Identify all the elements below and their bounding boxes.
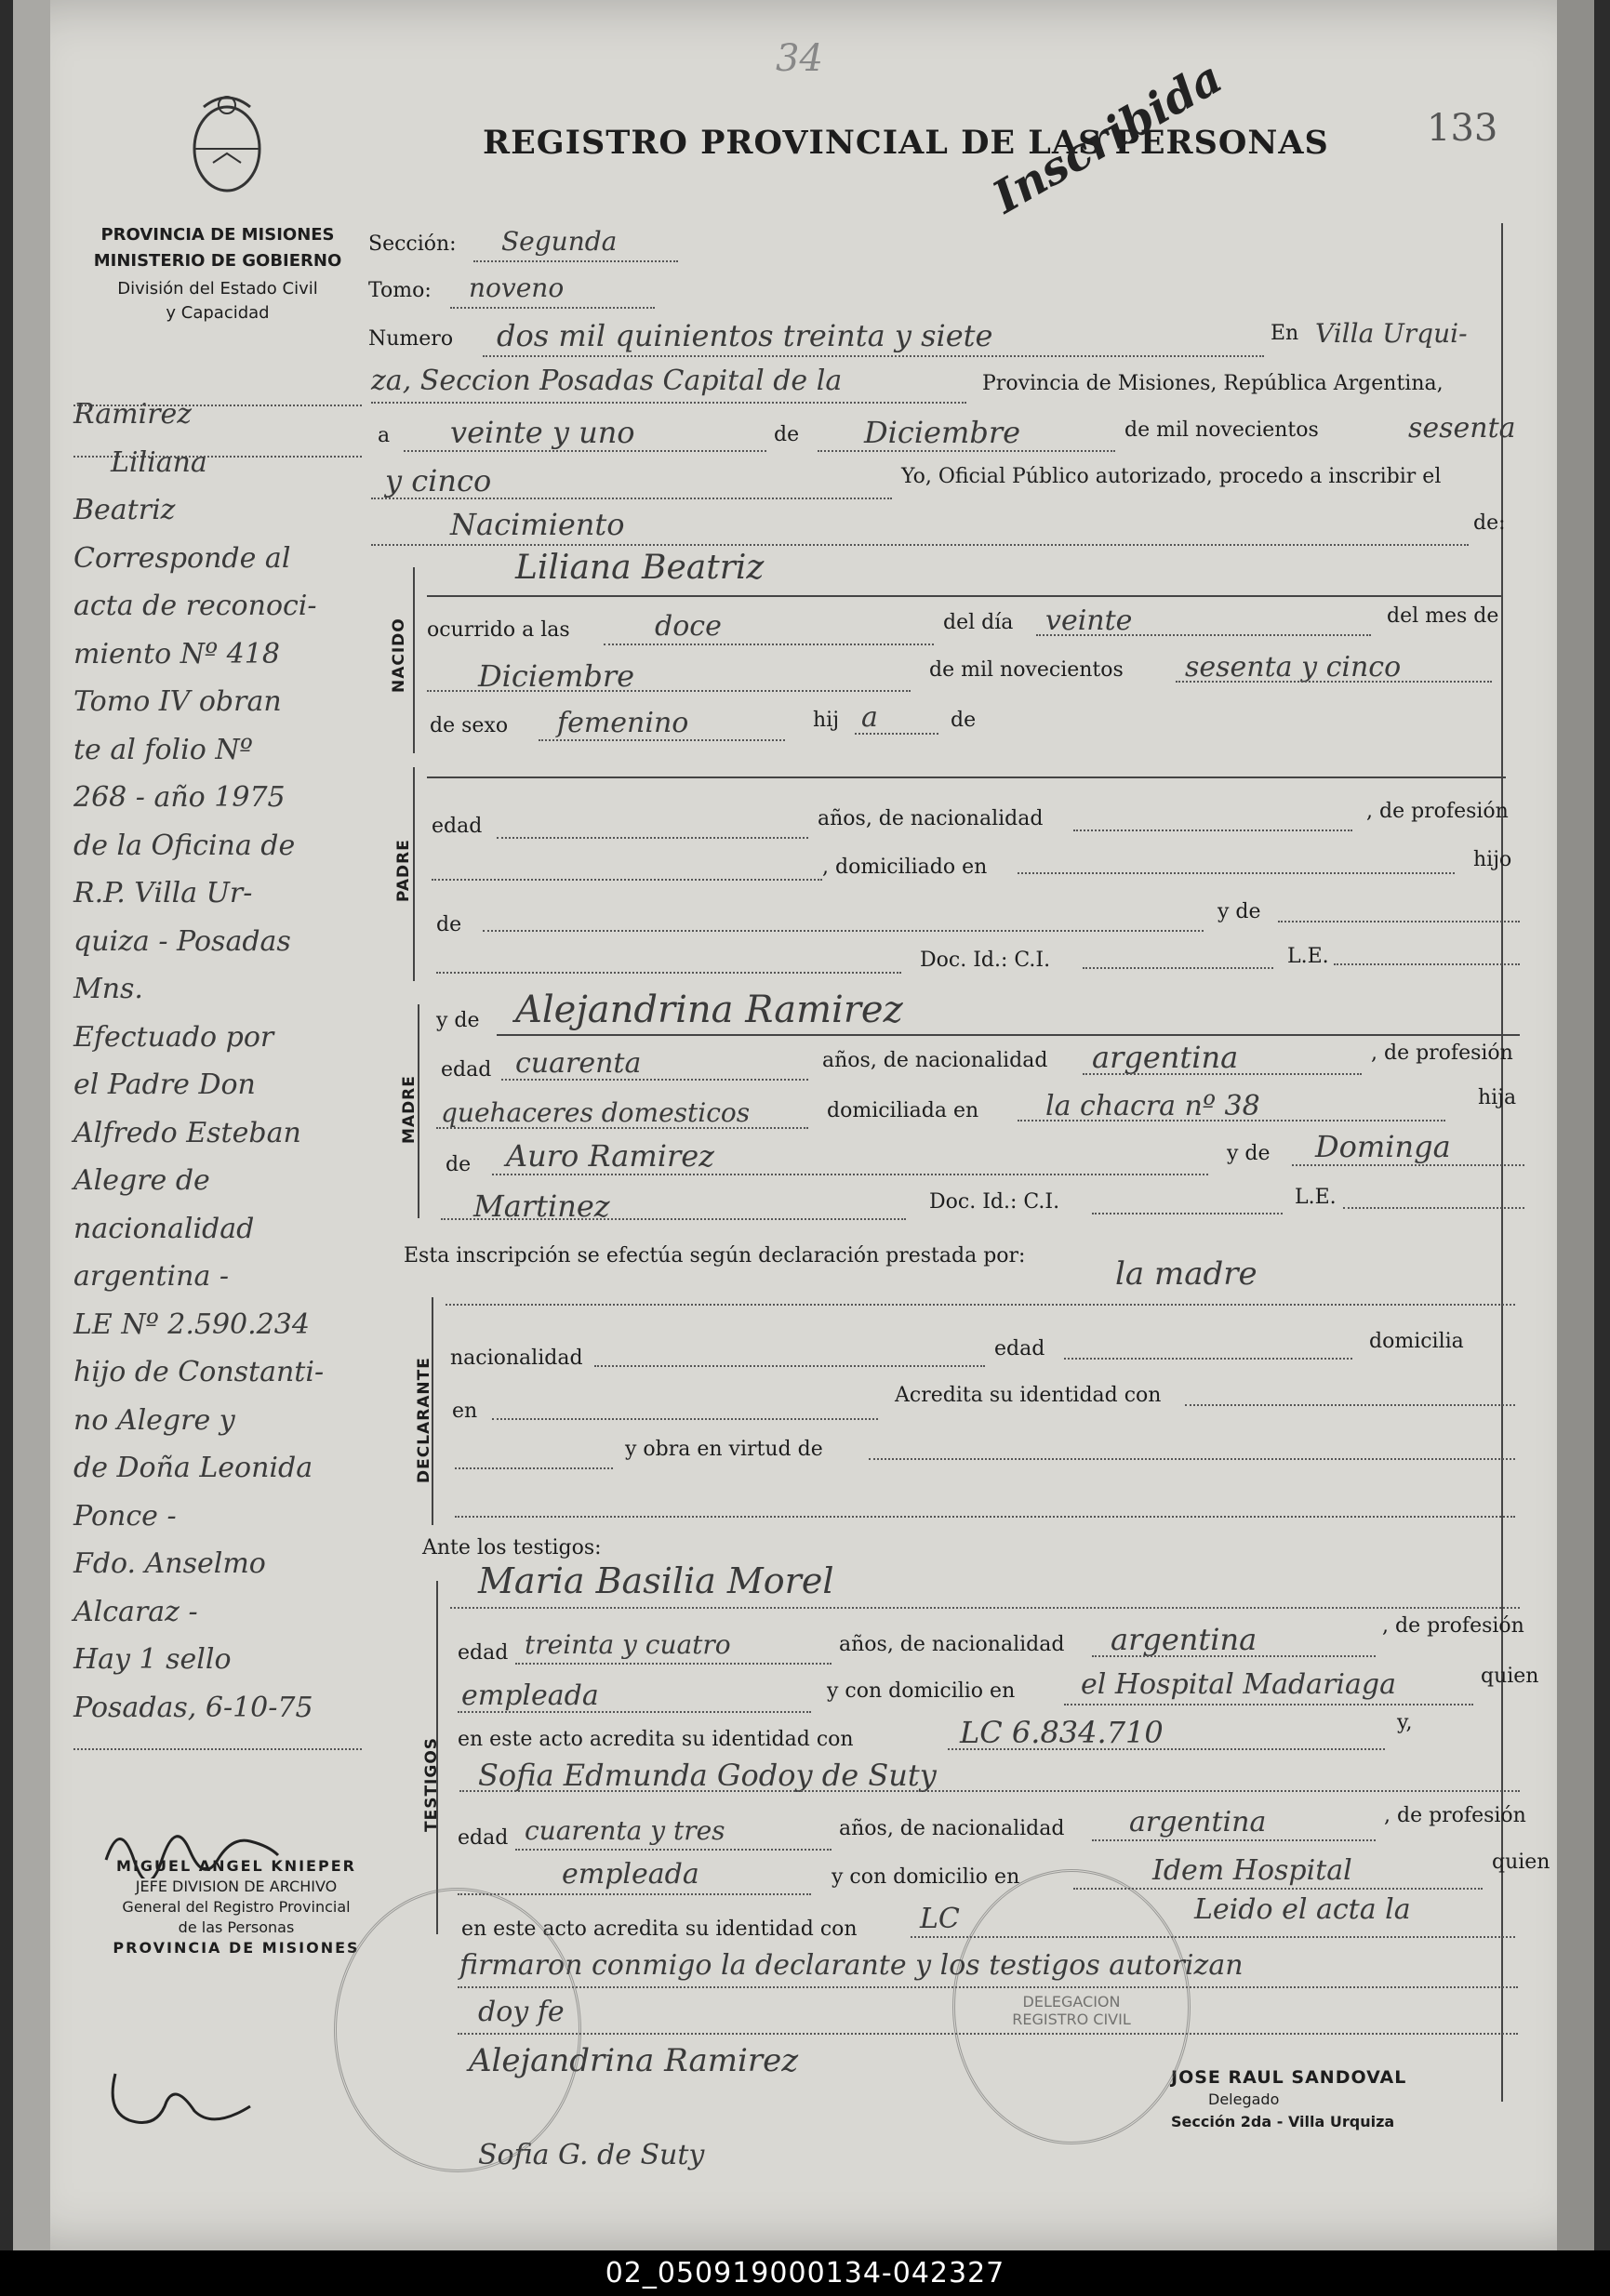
right-stamp-line1: Delegado: [1208, 2090, 1280, 2108]
nacido-de-label: de: [951, 709, 977, 732]
margin-note-line: te al folio Nº: [73, 733, 253, 766]
left-circular-seal: [334, 1888, 581, 2172]
tomo-label: Tomo:: [368, 279, 432, 302]
padre-hijo-label: hijo: [1473, 848, 1512, 871]
witness-signature: Sofia G. de Suty: [478, 2139, 705, 2171]
testigo2-doc-value: LC: [920, 1903, 960, 1935]
madre-edad-line: [501, 1079, 808, 1081]
numero-line: [483, 355, 1264, 357]
tomo-line: [450, 307, 655, 309]
margin-note-line: no Alegre y: [73, 1403, 235, 1437]
testigo2-anios-label: años, de nacionalidad: [839, 1817, 1065, 1840]
center-circular-seal: [952, 1869, 1191, 2144]
testigo2-profesion-label: , de profesión: [1384, 1804, 1526, 1827]
testigo1-nac-line: [1092, 1655, 1376, 1657]
margin-note-line: hijo de Constanti-: [73, 1356, 325, 1388]
testigo1-dom-value: el Hospital Madariaga: [1081, 1668, 1396, 1701]
madre-edad-label: edad: [441, 1058, 492, 1082]
padre-de-line: [483, 930, 1204, 932]
madre-dom-value: la chacra nº 38: [1045, 1090, 1260, 1122]
testigo1-dom-line: [1064, 1704, 1473, 1705]
margin-note-line: de la Oficina de: [73, 829, 296, 862]
anio-cont-line: [371, 498, 892, 499]
testigo1-quien-label: quien: [1481, 1665, 1539, 1688]
madre-nac-value: argentina: [1092, 1040, 1239, 1075]
closing-line-3: doy fe: [478, 1996, 565, 2028]
madre-madre-cont: Martinez: [473, 1188, 610, 1224]
testigo2-name: Sofia Edmunda Godoy de Suty: [478, 1758, 937, 1793]
padre-prof-line: [432, 879, 822, 881]
testigo2-nac-value: argentina: [1129, 1806, 1267, 1838]
left-stamp-line3: de las Personas: [178, 1918, 295, 1936]
hij-label: hij: [813, 709, 840, 732]
margin-rule: [73, 405, 362, 406]
margin-note-line: Beatriz: [73, 494, 176, 526]
margin-note-line: Hay 1 sello: [73, 1643, 232, 1676]
testigo2-edad-line: [515, 1849, 832, 1851]
margin-note-line: miento Nº 418: [73, 637, 280, 670]
testigo1-doc-line: [948, 1748, 1385, 1750]
margin-note-line: acta de reconoci-: [73, 590, 317, 622]
declarante-acredita-line: [1185, 1404, 1515, 1406]
testigo1-edad-line: [515, 1663, 832, 1665]
signature-scribble-icon: [101, 1813, 287, 1878]
testigo1-prof-value: empleada: [461, 1679, 599, 1712]
padre-border: [413, 767, 415, 981]
margin-note-line: el Padre Don: [73, 1068, 256, 1101]
margin-rule: [73, 1748, 362, 1750]
margin-note-line: LE Nº 2.590.234: [73, 1307, 310, 1341]
de-label: de: [774, 423, 800, 446]
declarante-domicilia-label: domicilia: [1369, 1330, 1464, 1353]
padre-domiciliado-label: , domiciliado en: [822, 856, 988, 879]
margin-note-line: 268 - año 1975: [73, 781, 286, 814]
margin-note-line: Liliana: [111, 445, 207, 479]
mes-line: [818, 450, 1115, 452]
declarante-edad-label: edad: [994, 1337, 1045, 1360]
madre-anios-label: años, de nacionalidad: [822, 1049, 1048, 1072]
right-official-stamp: [1171, 2066, 1478, 2133]
seccion-line: [473, 260, 678, 262]
padre-dom-line: [1018, 872, 1455, 874]
hora-value: doce: [655, 610, 722, 643]
margin-note-line: Ponce -: [73, 1499, 177, 1533]
declarante-obra-line: [869, 1458, 1515, 1460]
margin-note-line: Ramirez: [73, 398, 193, 431]
testigo2-domicilio-label: y con domicilio en: [832, 1865, 1020, 1889]
sexo-label: de sexo: [430, 714, 509, 737]
page-binding: [13, 0, 50, 2250]
testigo2-nac-line: [1092, 1839, 1376, 1841]
hora-line: [604, 644, 934, 645]
declarante-nac-label: nacionalidad: [450, 1347, 583, 1370]
hij-line: [855, 733, 938, 735]
padre-edad-line: [497, 837, 808, 839]
madre-y-de-label: y de: [436, 1009, 480, 1032]
madre-prof-value: quehaceres domesticos: [441, 1097, 751, 1128]
margin-note-line: Fdo. Anselmo: [73, 1547, 266, 1580]
nacido-mes-line: [427, 690, 911, 692]
testigo2-edad-label: edad: [458, 1826, 509, 1850]
provincia-text: Provincia de Misiones, República Argentina,: [982, 372, 1444, 395]
sexo-value: femenino: [557, 707, 689, 739]
madre-le-label: L.E.: [1295, 1186, 1337, 1209]
testigo1-anios-label: años, de nacionalidad: [839, 1633, 1065, 1656]
madre-le-line: [1343, 1207, 1524, 1209]
document-page: [13, 0, 1594, 2250]
testigo1-edad-value: treinta y cuatro: [525, 1629, 731, 1660]
madre-dom-line: [1018, 1120, 1445, 1121]
margin-note-line: Alcaraz -: [73, 1595, 198, 1628]
nacido-mil-label: de mil novecientos: [929, 658, 1124, 682]
padre-doc-label: Doc. Id.: C.I.: [920, 949, 1051, 972]
place-value-cont: za, Seccion Posadas Capital de la: [371, 365, 843, 397]
numero-label: Numero: [368, 327, 454, 351]
seccion-value: Segunda: [501, 226, 618, 257]
anio-value: sesenta: [1408, 412, 1516, 445]
closing-line-2: firmaron conmigo la declarante y los testigos autorizan: [459, 1949, 1244, 1982]
declarante-en-line: [492, 1418, 878, 1420]
padre-le-label: L.E.: [1287, 945, 1329, 968]
testigo2-quien-label: quien: [1492, 1851, 1550, 1874]
org-line-1: PROVINCIA DE MISIONES: [100, 225, 335, 245]
page-number: 133: [1427, 107, 1498, 150]
madre-doc-label: Doc. Id.: C.I.: [929, 1190, 1060, 1214]
numero-value: dos mil quinientos treinta y siete: [497, 318, 993, 353]
oficial-text: Yo, Oficial Público autorizado, procedo a inscribir el: [901, 465, 1442, 488]
declarante-signature: Alejandrina Ramirez: [469, 2042, 799, 2079]
testigo1-domicilio-label: y con domicilio en: [827, 1679, 1016, 1703]
madre-padre-value: Auro Ramirez: [506, 1138, 715, 1174]
margin-note-line: Alegre de: [73, 1164, 210, 1197]
ocurrido-label: ocurrido a las: [427, 618, 570, 642]
declarante-value: la madre: [1115, 1255, 1257, 1293]
anio-value-cont: y cinco: [385, 463, 492, 498]
margin-note-line: Mns.: [73, 973, 143, 1005]
margin-notes: [73, 391, 371, 1732]
margin-note-line: Efectuado por: [73, 1020, 274, 1054]
madre-de-label: de: [446, 1153, 472, 1176]
mil-text: de mil novecientos: [1124, 418, 1319, 442]
margin-note-line: quiza - Posadas: [73, 924, 291, 958]
dia-value: veinte y uno: [450, 415, 635, 450]
acto-value: Nacimiento: [450, 507, 625, 542]
testigo1-doc-value: LC 6.834.710: [960, 1715, 1164, 1750]
org-line-4: y Capacidad: [166, 303, 270, 323]
margin-note-line: Tomo IV obran: [73, 685, 282, 718]
testigo2-prof-line: [458, 1893, 811, 1895]
nacido-border: [413, 567, 415, 753]
testigo2-prof-value: empleada: [562, 1858, 699, 1891]
padre-profesion-label: , de profesión: [1366, 800, 1509, 823]
declarante-obra-label: y obra en virtud de: [625, 1438, 823, 1461]
mes-value: Diciembre: [864, 415, 1021, 450]
nombre-value: Liliana Beatriz: [515, 549, 765, 587]
place-line: [371, 402, 966, 404]
en-value: Villa Urqui-: [1315, 318, 1468, 349]
left-stamp-line2: General del Registro Provincial: [122, 1898, 351, 1916]
closing-line-1: Leido el acta la: [1194, 1893, 1411, 1926]
declarante-section-label: DECLARANTE: [415, 1357, 433, 1483]
padre-de-label: de: [436, 913, 462, 936]
madre-nombre-value: Alejandrina Ramirez: [515, 989, 903, 1031]
margin-note-line: Corresponde al: [73, 541, 291, 575]
madre-prof-line: [436, 1127, 808, 1129]
left-stamp-line1: JEFE DIVISION DE ARCHIVO: [135, 1878, 338, 1895]
testigo2-name-line: [459, 1790, 1520, 1792]
madre-profesion-label: , de profesión: [1371, 1042, 1513, 1065]
padre-ci-line: [1083, 967, 1273, 969]
top-scribble: 34: [776, 37, 823, 80]
org-line-3: División del Estado Civil: [117, 279, 318, 299]
testigo1-name-line: [450, 1607, 1520, 1609]
margin-note-line: Alfredo Esteban: [73, 1116, 301, 1149]
margin-note-line: Posadas, 6-10-75: [73, 1691, 313, 1724]
scan-id-footer: 02_050919000134-042327: [0, 2250, 1610, 2296]
padre-le-line: [1334, 963, 1520, 965]
del-mes-label: del mes de: [1387, 604, 1499, 628]
right-stamp-name: JOSE RAUL SANDOVAL: [1171, 2067, 1407, 2088]
left-stamp-line4: PROVINCIA DE MISIONES: [113, 1939, 360, 1957]
testigo1-name: Maria Basilia Morel: [478, 1560, 834, 1601]
nacido-mes-value: Diciembre: [478, 658, 635, 694]
testigo1-prof-line: [458, 1711, 811, 1713]
del-dia-label: del día: [943, 611, 1014, 634]
declarante-obra-pre-line: [455, 1467, 613, 1469]
testigo2-edad-value: cuarenta y tres: [525, 1815, 725, 1846]
margin-note-line: R.P. Villa Ur-: [73, 877, 253, 909]
madre-padre-line: [492, 1174, 1208, 1175]
nacido-anio-value: sesenta y cinco: [1185, 651, 1402, 683]
testigo2-dom-value: Idem Hospital: [1152, 1854, 1352, 1887]
testigo2-acredita-label: en este acto acredita su identidad con: [461, 1918, 858, 1941]
en-label: En: [1271, 322, 1299, 345]
document-title: REGISTRO PROVINCIAL DE LAS PERSONAS: [483, 124, 1329, 162]
inscribed-mark: Inscribida: [984, 51, 1231, 224]
sexo-line: [539, 739, 785, 741]
nacido-anio-line: [1176, 681, 1492, 683]
padre-section-label: PADRE: [394, 839, 413, 902]
page-edge: [1557, 0, 1594, 2250]
testigo1-acredita-label: en este acto acredita su identidad con: [458, 1728, 854, 1751]
left-stamp-name: MIGUEL ANGEL KNIEPER: [116, 1857, 356, 1875]
padre-y-de-label: y de: [1217, 900, 1261, 923]
declarante-intro: Esta inscripción se efectúa según declaración prestada por:: [404, 1244, 1026, 1267]
nombre-line: [427, 595, 1501, 597]
seccion-label: Sección:: [368, 232, 457, 256]
nacido-dia-value: veinte: [1045, 604, 1133, 637]
testigos-section-label: TESTIGOS: [422, 1736, 441, 1832]
margin-note-line: de Doña Leonida: [73, 1452, 313, 1484]
madre-hija-label: hija: [1478, 1086, 1517, 1109]
madre-nombre-line: [497, 1034, 1520, 1036]
declarante-edad-line: [1064, 1358, 1352, 1360]
de-colon: de:: [1473, 511, 1506, 535]
padre-nac-line: [1073, 829, 1352, 831]
right-stamp-line2: Sección 2da - Villa Urquiza: [1171, 2113, 1395, 2130]
margin-note-line: nacionalidad: [73, 1212, 255, 1245]
madre-y-de2-label: y de: [1227, 1142, 1271, 1165]
hij-value: a: [861, 701, 878, 734]
declarante-en-label: en: [452, 1400, 478, 1423]
nacido-section-label: NACIDO: [390, 617, 408, 693]
madre-nac-line: [1083, 1073, 1362, 1075]
tomo-value: noveno: [469, 272, 565, 303]
testigo1-edad-label: edad: [458, 1641, 509, 1665]
padre-doc-line: [436, 972, 901, 974]
padre-y-de-line: [1278, 921, 1520, 922]
testigos-intro: Ante los testigos:: [422, 1536, 602, 1559]
acto-line: [371, 544, 1469, 546]
dia-line: [404, 450, 766, 452]
declarante-value-line: [446, 1304, 1515, 1306]
margin-rule: [73, 456, 362, 458]
padre-edad-label: edad: [432, 815, 483, 838]
madre-madre-value: Dominga: [1315, 1129, 1451, 1164]
testigo1-y-label: y,: [1397, 1711, 1413, 1734]
madre-domiciliada-label: domiciliada en: [827, 1099, 979, 1122]
org-line-2: MINISTERIO DE GOBIERNO: [93, 251, 342, 271]
declarante-acredita-label: Acredita su identidad con: [895, 1384, 1162, 1407]
testigo1-profesion-label: , de profesión: [1382, 1614, 1524, 1638]
a-label: a: [378, 424, 391, 447]
madre-section-label: MADRE: [400, 1075, 419, 1144]
nacido-bottom-line: [427, 776, 1506, 778]
madre-edad-value: cuarenta: [515, 1047, 642, 1080]
madre-ci-line: [1092, 1213, 1283, 1214]
madre-madre-line: [1292, 1164, 1524, 1166]
madre-doc-line: [441, 1218, 906, 1220]
declarante-bottom-line: [455, 1516, 1515, 1518]
padre-anios-label: años, de nacionalidad: [818, 807, 1044, 830]
testigo1-nac-value: argentina: [1111, 1622, 1257, 1657]
declarante-nac-line: [594, 1365, 985, 1367]
seal-text: DELEGACION REGISTRO CIVIL: [1012, 1993, 1131, 2028]
margin-note-line: argentina -: [73, 1260, 230, 1293]
left-signature-icon: [101, 2055, 269, 2139]
nacido-dia-line: [1036, 634, 1371, 636]
coat-of-arms-icon: [180, 88, 273, 200]
